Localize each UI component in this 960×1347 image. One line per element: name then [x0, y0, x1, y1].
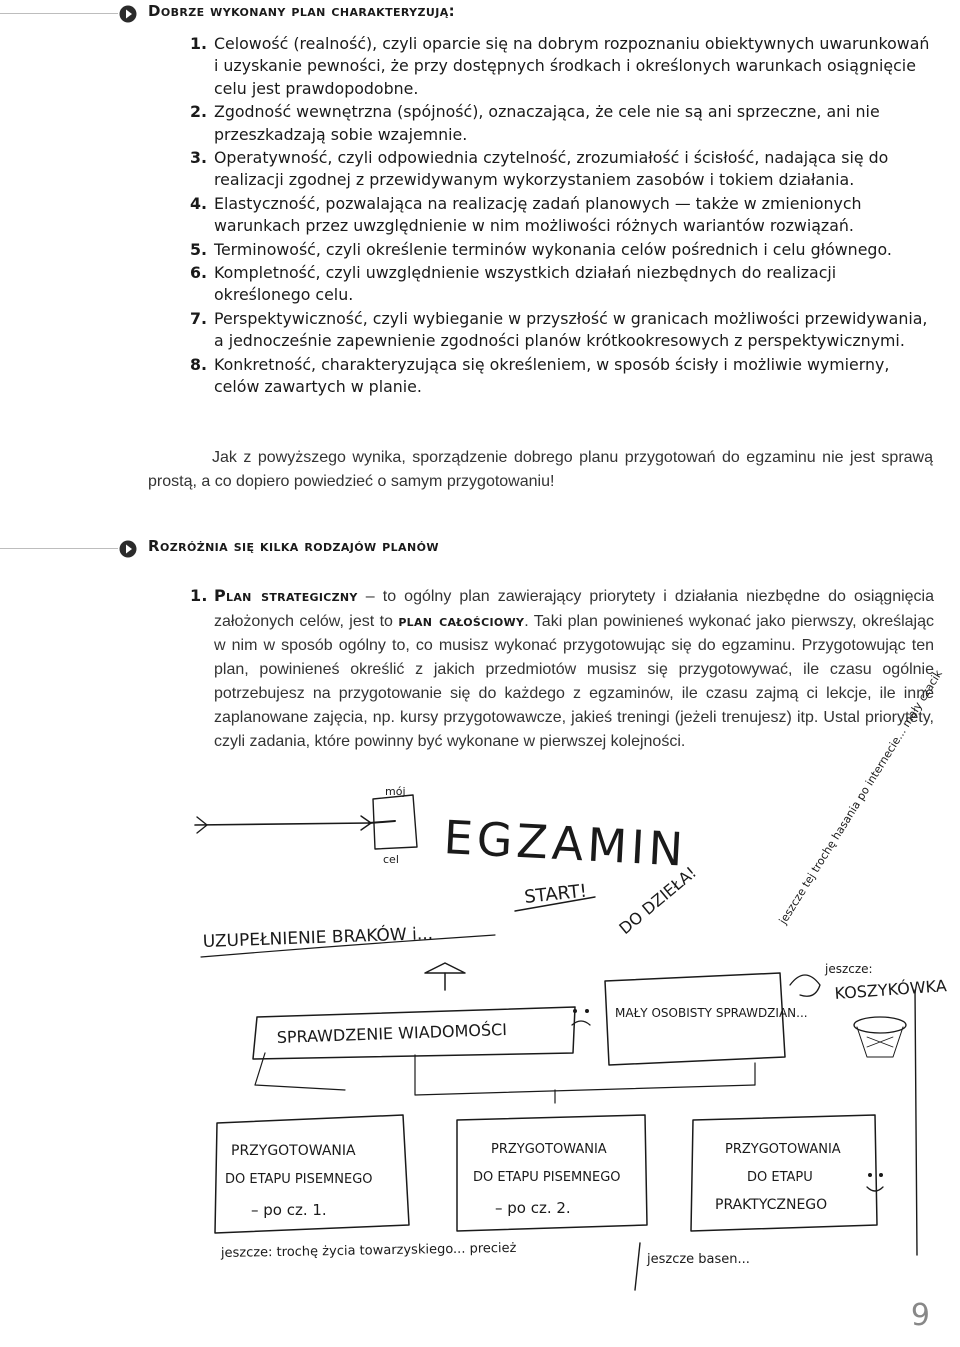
list-item	[190, 262, 935, 307]
box1-line2: DO ETAPU PISEMNEGO	[225, 1172, 373, 1187]
box1-line1: PRZYGOTOWANIA	[231, 1143, 356, 1159]
target-arrow-icon	[195, 795, 417, 849]
sketch-bottom-note-2: jeszcze basen...	[647, 1252, 750, 1267]
play-arrow-icon	[119, 540, 137, 558]
play-arrow-icon	[119, 5, 137, 23]
item-text: Elastyczność, pozwalająca na realizację zadań planowych — także w zmienionych warunkach przez uwzględnienie w nim możliwości różnych wariantów rozwiązań.	[214, 193, 862, 236]
item-number: 3.	[190, 148, 207, 168]
item-number: 1.	[190, 586, 208, 605]
list-item	[190, 239, 935, 261]
item-text: Celowość (realność), czyli oparcie się na dobrym rozpoznaniu obiektywnych uwarunkowań i uzyskanie pewności, że przy dostępnych środkach i określonych warunkach osiągnięcie celu jest prawdopodobne.	[214, 34, 930, 98]
sketch-side-note: jeszcze tej trochę hasania po internecie... mały czacik	[776, 667, 945, 927]
box3-line3: PRAKTYCZNEGO	[715, 1197, 828, 1213]
item-text: Terminowość, czyli określenie terminów wykonania celów pośrednich i celu głównego.	[214, 239, 892, 259]
list-item	[190, 147, 935, 192]
sketch-label-jeszcze: jeszcze:	[825, 962, 873, 976]
item-number: 5.	[190, 239, 207, 259]
sketch-label-uzupelnienie: UZUPEŁNIENIE BRAKÓW i...	[202, 923, 434, 952]
sketch-title-egzamin: EGZAMIN	[442, 810, 689, 877]
summary-paragraph	[148, 446, 933, 494]
list-item	[190, 33, 935, 100]
item-text: Zgodność wewnętrzna (spójność), oznaczająca, że cele nie są ani sprzeczne, ani nie przeszkadzają sobie wzajemnie.	[214, 102, 880, 144]
sketch-bottom-note-1: jeszcze: trochę życia towarzyskiego... precież	[220, 1240, 517, 1261]
sketch-label-do-dziela: DO DZIEŁA!	[615, 862, 700, 939]
box3-line2: DO ETAPU	[747, 1170, 813, 1185]
box2-line2: DO ETAPU PISEMNEGO	[473, 1170, 621, 1185]
description-text: . Taki plan powinieneś wykonać jako pierwszy, określając w nim w sposób ogólny to, co musisz wykonać przygotowując się do egzaminu. Przygotowując ten plan, powinieneś określić z jakich przedmiotów musisz się przygotowywać, ile czasu ogólnie potrzebujesz na przygotowanie się do każdego z egzaminów, ile czasu zajmą ci lekcje, ile inne zaplanowane zajęcia, np. kursy przygotowawcze, jakieś treningi (jeżeli trenujesz) itp. Ustal priorytety, czyli zadania, które powinny być wykonane w pierwszej kolejności.	[214, 613, 935, 750]
item-number: 8.	[190, 354, 207, 374]
box2-line1: PRZYGOTOWANIA	[491, 1142, 607, 1157]
sketch-label-moj: mój	[385, 785, 406, 798]
sketch-label-maly: MAŁY OSOBISTY SPRAWDZIAN...	[615, 1006, 808, 1020]
sketch-label-sprawdzenie: SPRAWDZENIE WIADOMOŚCI	[276, 1019, 508, 1047]
box3-line1: PRZYGOTOWANIA	[725, 1142, 841, 1157]
header-rule	[0, 548, 118, 549]
section-header-2	[0, 537, 960, 561]
item-text: Kompletność, czyli uwzględnienie wszystkich działań niezbędnych do realizacji określonego celu.	[214, 263, 837, 305]
muscle-arm-icon	[790, 975, 820, 996]
item-number: 7.	[190, 308, 207, 328]
criteria-list	[190, 33, 935, 400]
item-text: Operatywność, czyli odpowiednia czytelność, zrozumiałość i ścisłość, nadająca się do realizacji zgodnej z przewidywanym wykorzystaniem zasobów i tokiem działania.	[214, 148, 889, 190]
page-number: 9	[910, 1298, 930, 1333]
sketch-label-cel: cel	[383, 853, 399, 866]
item-number: 1.	[190, 34, 207, 53]
item-number: 6.	[190, 263, 207, 283]
section-header-1	[0, 2, 960, 26]
list-item	[190, 308, 935, 353]
list-item	[190, 101, 935, 146]
item-number: 4.	[190, 193, 207, 213]
summary-text: Jak z powyższego wynika, sporządzenie dobrego planu przygotowań do egzaminu nie jest sprawą prostą, a co dopiero powiedzieć o samym przygotowaniu!	[148, 449, 933, 490]
plan-strategic-item	[190, 584, 934, 754]
box1-line3: – po cz. 1.	[251, 1201, 327, 1219]
list-item	[190, 193, 935, 238]
header-rule	[0, 13, 118, 14]
item-text: Perspektywiczność, czyli wybieganie w przyszłość w granicach możliwości przewidywania, a jednocześnie zapewnienie zgodności planów krótkookresowych z perspektywicznymi.	[214, 308, 928, 351]
sketch-label-koszykowka: KOSZYKÓWKA	[833, 976, 948, 1003]
item-text: Konkretność, charakteryzująca się określeniem, w sposób ścisły i możliwie wymierny, celów zawartych w planie.	[214, 354, 890, 397]
list-item	[190, 354, 935, 399]
box2-line3: – po cz. 2.	[495, 1199, 571, 1217]
section-title: Dobrze wykonany plan charakteryzują:	[148, 2, 456, 20]
smiley-icon	[867, 1174, 883, 1192]
sketch-label-start: START!	[523, 880, 588, 908]
term-plan-calosciowy: plan całościowy	[398, 611, 525, 630]
definition-text: – to ogólny plan zawierający priorytety i działania niezbędne do osiągnięcia założonych celów, jest to	[214, 588, 935, 630]
item-number: 2.	[190, 102, 207, 122]
arrow-up-icon	[425, 963, 465, 990]
basketball-hoop-icon	[854, 990, 917, 1255]
term-plan-strategiczny: Plan strategiczny	[214, 586, 358, 605]
section-title: Rozróżnia się kilka rodzajów planów	[148, 537, 439, 555]
